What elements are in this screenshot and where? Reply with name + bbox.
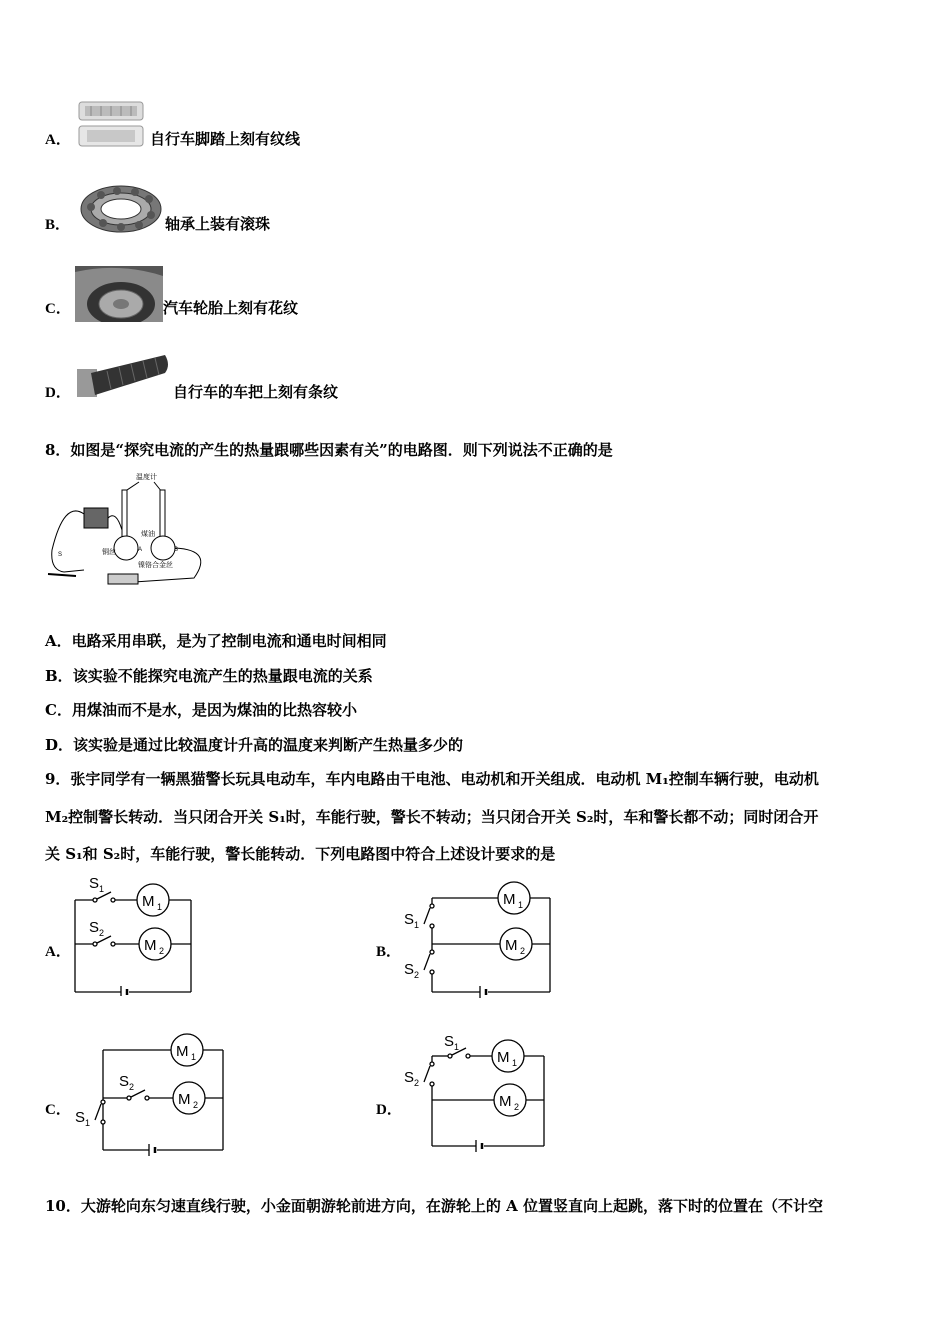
option-text: 该实验是通过比较温度计升高的温度来判断产生热量多少的 — [73, 736, 464, 754]
m2-label: M — [505, 937, 518, 954]
thermometer-label: 温度计 — [136, 474, 157, 481]
q8-stem: 8．如图是“探究电流的产生的热量跟哪些因素有关”的电路图．则下列说法不正确的是 — [45, 441, 613, 459]
copper-label: 铜丝 — [102, 549, 116, 556]
option-letter: D． — [376, 1102, 402, 1118]
m1-label: M — [503, 891, 516, 908]
option-text: 轴承上装有滚珠 — [165, 215, 271, 233]
option-letter: B． — [376, 944, 402, 960]
sub: 2 — [414, 1078, 420, 1088]
sub: 2 — [193, 1100, 199, 1110]
q9-option-d[interactable] — [376, 1030, 556, 1155]
a-label: A — [138, 547, 143, 553]
option-text: 自行车脚踏上刻有纹线 — [150, 130, 301, 148]
s1-label: S — [444, 1033, 455, 1050]
s2-label: S — [89, 919, 100, 936]
sub: 2 — [414, 970, 420, 980]
option-text: 该实验不能探究电流产生的热量跟电流的关系 — [72, 667, 373, 685]
nichrome-label: 镍铬合金丝 — [138, 562, 173, 569]
s2-label: S — [404, 1069, 415, 1086]
option-letter: C． — [45, 301, 71, 317]
s2-label: S — [404, 961, 415, 978]
switch-label: S — [58, 552, 63, 558]
bicycle-pedal-icon — [77, 100, 145, 150]
b-label: B — [174, 547, 179, 553]
option-letter: D． — [45, 736, 74, 754]
ball-bearing-icon — [77, 183, 165, 235]
sub: 1 — [99, 884, 105, 894]
sub: 1 — [454, 1042, 460, 1052]
option-letter: C． — [45, 701, 72, 719]
m1-label: M — [176, 1043, 189, 1060]
q9-stem-line1: 9．张宇同学有一辆黑猫警长玩具电动车，车内电路由干电池、电动机和开关组成．电动机 M₁控制车辆行驶，电动机 — [45, 770, 819, 788]
q7-option-a[interactable] — [45, 98, 365, 153]
sub: 2 — [520, 946, 526, 956]
circuit-c-diagram — [73, 1030, 228, 1156]
sub: 1 — [518, 900, 524, 910]
option-letter: A． — [45, 632, 72, 650]
option-letter: B． — [45, 667, 73, 685]
q7-option-b[interactable] — [45, 183, 365, 238]
q8-option-d[interactable] — [45, 734, 463, 755]
m2-label: M — [178, 1091, 191, 1108]
q9-stem-line3: 关 S₁和 S₂时，车能行驶，警长能转动．下列电路图中符合上述设计要求的是 — [45, 845, 556, 863]
kerosene-label: 煤油 — [141, 531, 155, 538]
s1-label: S — [89, 875, 100, 892]
sub: 1 — [85, 1118, 91, 1128]
q7-option-d[interactable] — [45, 351, 375, 403]
option-letter: D． — [45, 385, 71, 401]
sub: 2 — [159, 946, 165, 956]
option-text: 用煤油而不是水，是因为煤油的比热容较小 — [71, 701, 357, 719]
sub: 2 — [514, 1102, 520, 1112]
q10-stem: 10．大游轮向东匀速直线行驶，小金面朝游轮前进方向，在游轮上的 A 位置竖直向上起跳，落下时的位置在（不计空 — [45, 1197, 823, 1215]
option-text: 自行车的车把上刻有条纹 — [173, 383, 339, 401]
m2-label: M — [499, 1093, 512, 1110]
circuit-d-diagram — [404, 1030, 549, 1152]
option-letter: A． — [45, 132, 71, 148]
circuit-b-diagram — [404, 880, 554, 1000]
handlebar-grip-icon — [77, 351, 171, 399]
car-tire-icon — [75, 266, 163, 322]
sub: 1 — [157, 902, 163, 912]
option-letter: B． — [45, 217, 71, 233]
q8-option-a[interactable] — [45, 630, 387, 651]
m1-label: M — [142, 893, 155, 910]
s1-label: S — [404, 911, 415, 928]
sub: 2 — [99, 928, 105, 938]
q9-option-a[interactable] — [45, 868, 205, 998]
s1-label: S — [75, 1109, 86, 1126]
q9-stem-line2: M₂控制警长转动．当只闭合开关 S₁时，车能行驶，警长不转动；当只闭合开关 S₂时，车和警长都不动；同时闭合开 — [45, 808, 819, 826]
m1-label: M — [497, 1049, 510, 1066]
q7-option-c[interactable] — [45, 266, 365, 324]
q8-circuit-figure — [44, 470, 214, 588]
q9-option-b[interactable] — [376, 880, 556, 1000]
option-text: 汽车轮胎上刻有花纹 — [163, 299, 299, 317]
sub: 1 — [414, 920, 420, 930]
sub: 1 — [512, 1058, 518, 1068]
sub: 1 — [191, 1052, 197, 1062]
option-letter: C． — [45, 1102, 71, 1118]
q9-option-c[interactable] — [45, 1030, 235, 1158]
option-text: 电路采用串联，是为了控制电流和通电时间相同 — [71, 632, 387, 650]
option-letter: A． — [45, 944, 71, 960]
q8-option-b[interactable] — [45, 665, 373, 686]
s2-label: S — [119, 1073, 130, 1090]
q8-option-c[interactable] — [45, 699, 357, 720]
m2-label: M — [144, 937, 157, 954]
circuit-a-diagram — [73, 868, 195, 996]
sub: 2 — [129, 1082, 135, 1092]
